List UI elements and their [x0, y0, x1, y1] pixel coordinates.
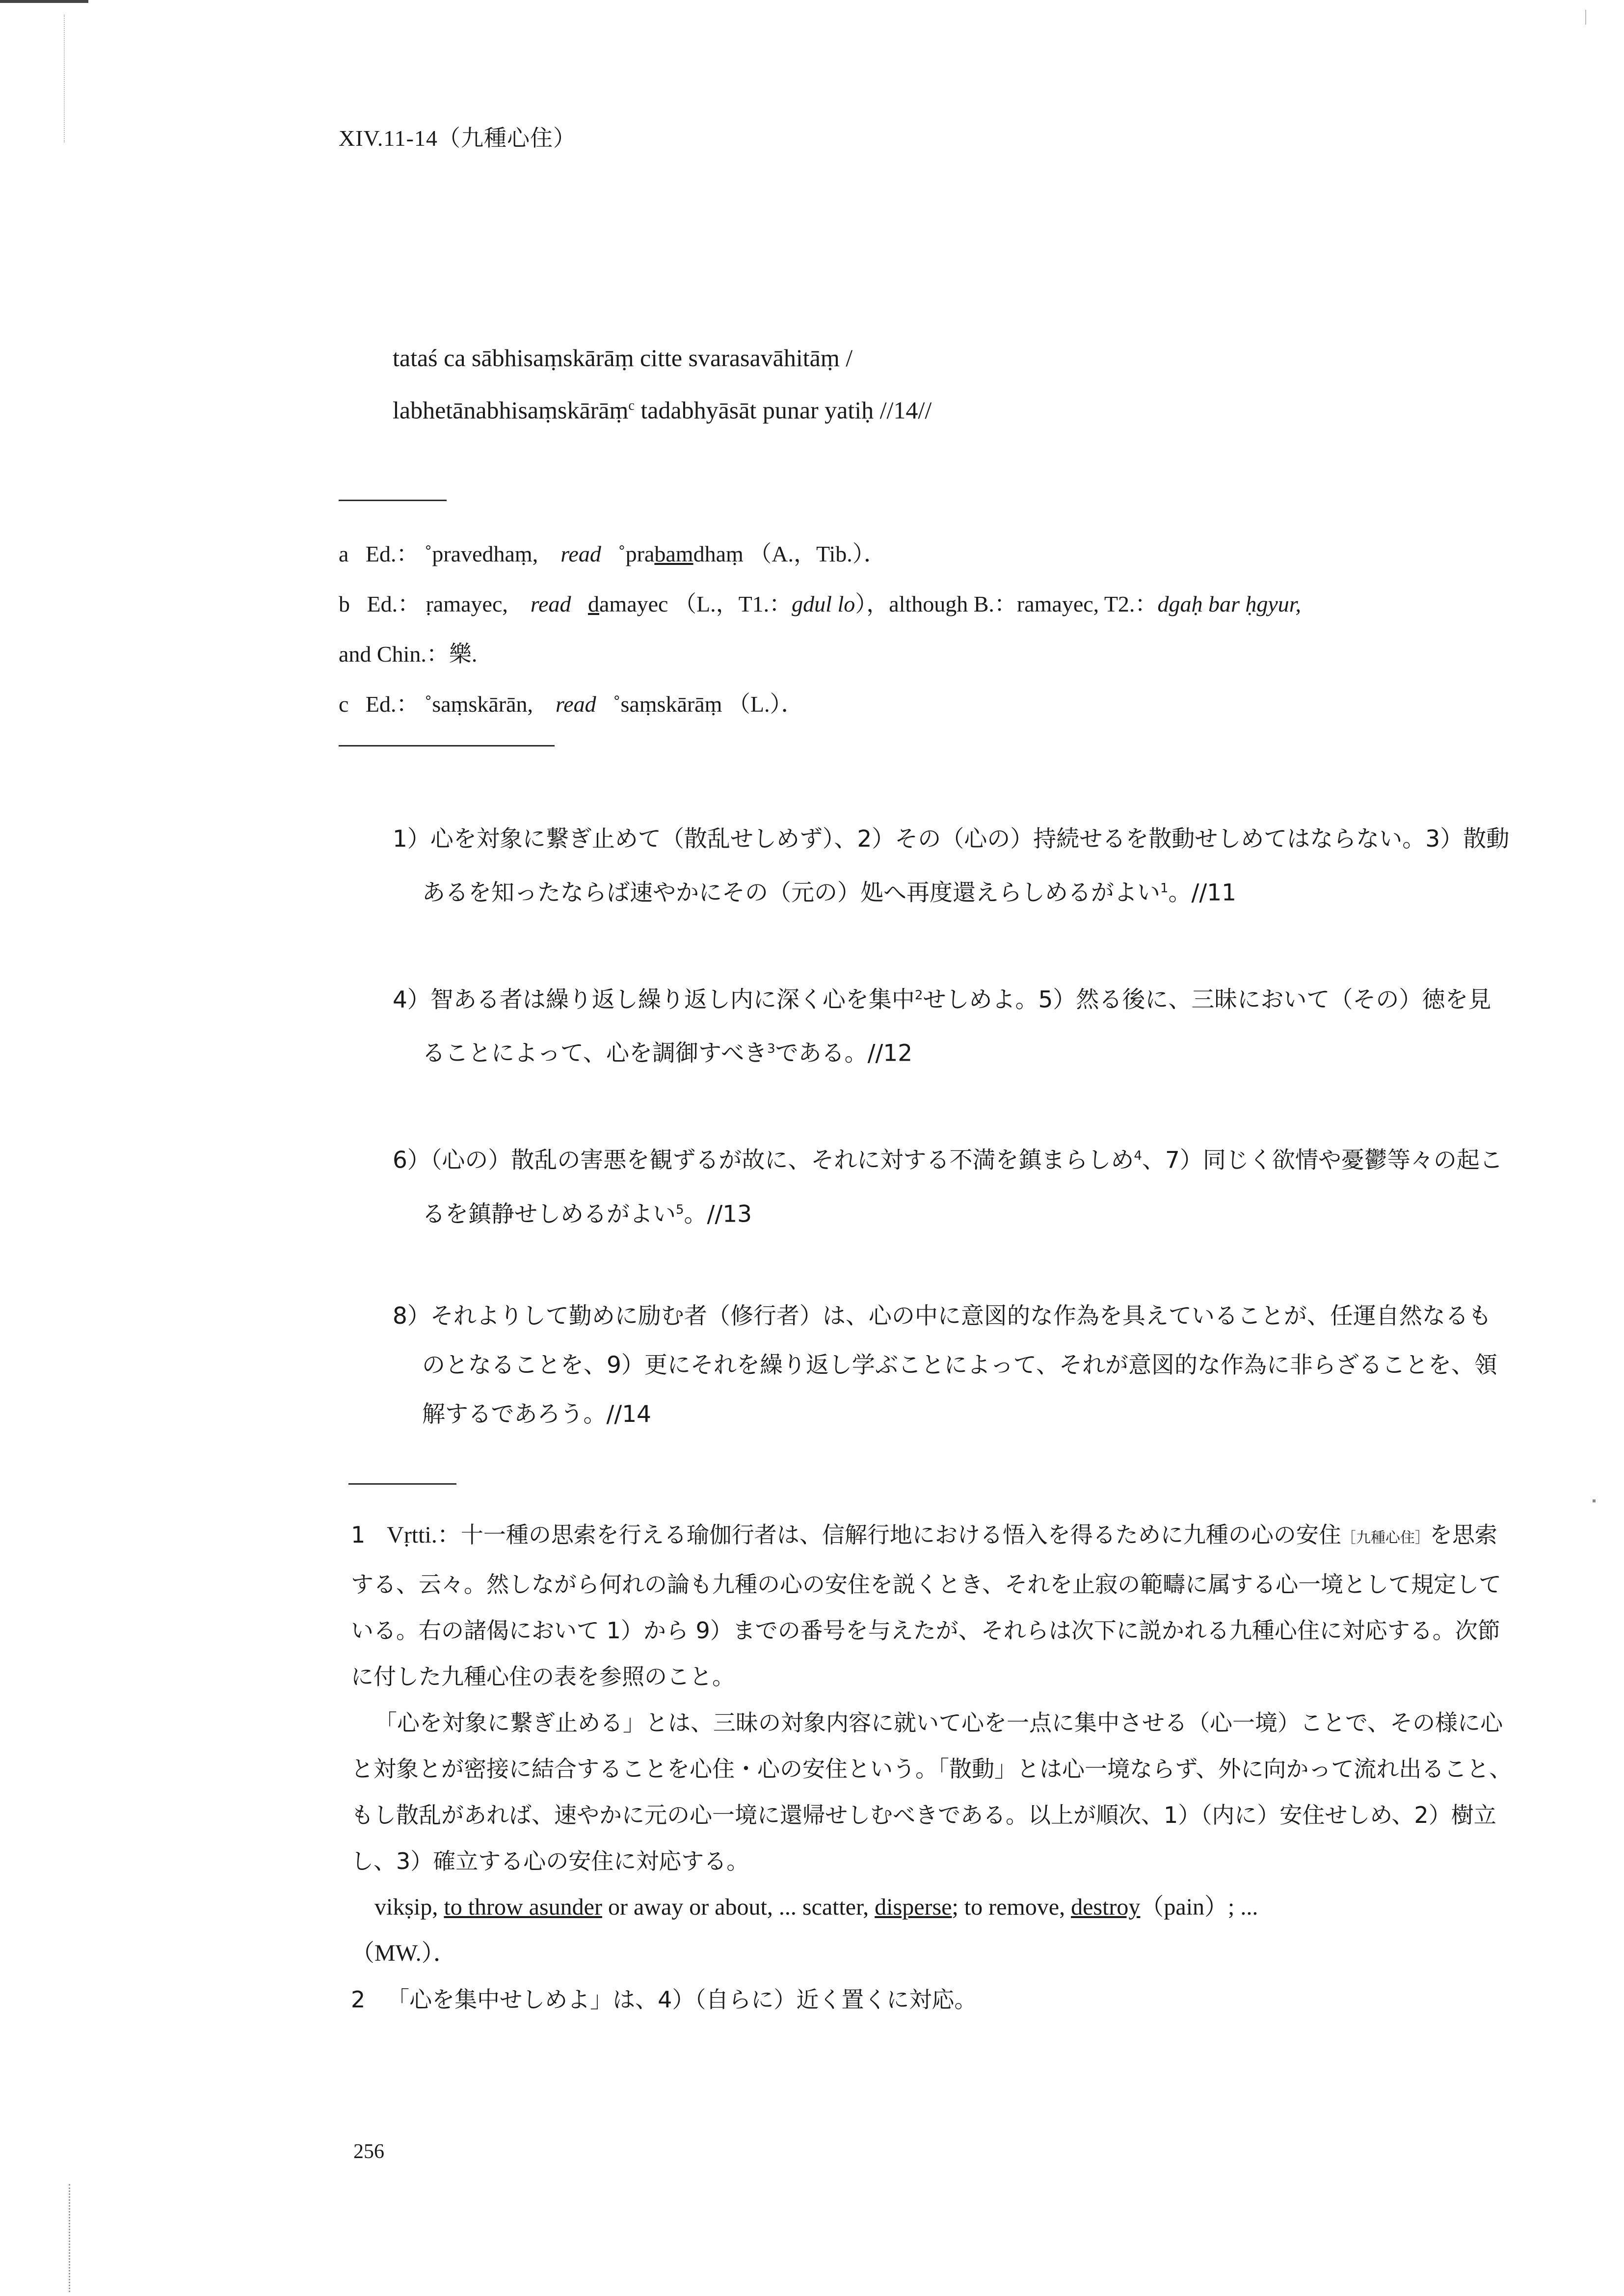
apparatus-reading: ˚saṃskārāṃ	[613, 692, 722, 717]
footnote-1	[351, 1512, 1514, 1700]
footnote-number: 2	[351, 1986, 366, 2013]
footnote-2	[351, 1976, 1514, 2023]
apparatus-label: b	[339, 591, 350, 616]
apparatus-sources: ），although B.：ramayec, T2.：	[855, 591, 1158, 616]
apparatus-ed: Ed.：	[365, 541, 419, 566]
apparatus-sources: （L.，T1.：	[673, 591, 792, 616]
apparatus-ref-c: c	[628, 398, 635, 413]
apparatus-ed-reading: ṛamayec,	[426, 591, 508, 616]
verse-line-1: tataś ca sābhisaṃskārāṃ citte svarasavāhitāṃ /	[393, 344, 853, 372]
translation-verse-12	[393, 971, 1512, 1078]
verse-line-2	[393, 382, 932, 434]
footnote-ref: 2	[914, 988, 923, 1003]
translation-text: せしめよ。5）然る後に、三昧において（その）徳を見ることによって、心を調御すべき	[422, 986, 1491, 1067]
page-number: 256	[353, 2140, 384, 2163]
translation-text: 6）（心の）散乱の害悪を観ずるが故に、それに対する不満を鎮まらしめ	[393, 1147, 1134, 1174]
footnote-mw-source: （MW.）．	[351, 1940, 457, 1966]
verse-line-2-main: labhetānabhisaṃskārāṃ	[393, 396, 629, 424]
apparatus-ed-reading: ˚pravedhaṃ,	[425, 541, 538, 566]
translation-text: である。//12	[775, 1040, 913, 1067]
apparatus-reading: amayec	[599, 591, 668, 616]
running-header: XIV.11-14（九種心住）	[339, 126, 576, 151]
apparatus-note-a	[339, 529, 1512, 579]
apparatus-reading-emend: bam	[654, 541, 693, 566]
translation-text: 。//13	[684, 1201, 752, 1228]
apparatus-ed: Ed.：	[367, 591, 421, 616]
footnote-ref: 3	[767, 1041, 775, 1057]
footnote-mw-underlined: to throw asunder	[444, 1894, 602, 1920]
translation-text: 。//11	[1168, 879, 1237, 907]
scan-binding-marks	[64, 15, 70, 142]
apparatus-read: read	[560, 541, 601, 566]
apparatus-note-c	[339, 679, 1512, 729]
translation-text: 4）智ある者は繰り返し繰り返し内に深く心を集中	[393, 986, 915, 1014]
apparatus-reading: ˚pra	[618, 541, 655, 566]
footnote-ref: 4	[1134, 1148, 1142, 1163]
verse-line-2-rest: tadabhyāsāt punar yatiḥ //14//	[634, 396, 932, 424]
footnote-mw-text: （pain）; ...	[1140, 1894, 1258, 1920]
apparatus-reading: dhaṃ	[693, 541, 744, 566]
footnote-gloss: ［九種心住］	[1341, 1529, 1430, 1547]
japanese-translation	[393, 815, 1512, 1492]
footnote-source: Vṛtti.：	[387, 1522, 461, 1548]
footnote-mw-text: or away or about, ... scatter,	[602, 1894, 875, 1920]
apparatus-ed-reading: ˚saṃskārān,	[425, 692, 533, 717]
scan-edge-mark	[0, 0, 88, 32]
translation-verse-11	[393, 815, 1512, 918]
apparatus-divider-top	[339, 500, 447, 501]
apparatus-label: a	[339, 541, 349, 566]
apparatus-read: read	[556, 692, 596, 717]
translation-verse-13	[393, 1131, 1512, 1239]
scan-edge-tick	[1585, 10, 1590, 25]
footnote-text: を思索する、云々。然しながら何れの論も九種の心の安住を説くとき、それを止寂の範疇に属する心一境として規定している。右の諸偈において 1）から 9）までの番号を与えたが、それらは次下に説かれる九種心住に対応する。次節に付した九種心住の表を参照のこと。	[351, 1522, 1502, 1690]
footnote-ref: 1	[1160, 881, 1169, 896]
footnote-1-mw	[351, 1884, 1514, 1976]
footnote-1-para-2: 「心を対象に繋ぎ止める」とは、三昧の対象内容に就いて心を一点に集中させる（心一境）ことで、その様に心と対象とが密接に結合することを心住・心の安住という。「散動」とは心一境ならず、外に向かって流れ出ること、もし散乱があれば、速やかに元の心一境に還帰せしむべきである。以上が順次、1）（内に）安住せしめ、2）樹立し、3）確立する心の安住に対応する。	[351, 1709, 1512, 1874]
footnote-mw-text: vikṣip,	[374, 1894, 444, 1920]
footnote-ref: 5	[676, 1202, 684, 1217]
apparatus-sources: （L.）．	[727, 692, 804, 717]
footnotes	[351, 1512, 1514, 2023]
apparatus-note-b-cont: and Chin.：樂.	[339, 641, 478, 667]
apparatus-tibetan: dgaḥ bar ḥgyur,	[1157, 591, 1302, 616]
scan-binding-marks-bottom	[69, 2184, 80, 2292]
critical-apparatus	[339, 529, 1512, 729]
translation-text: 、7）同じく欲情や憂鬱等々の起こるを鎮静せしめるがよい	[422, 1147, 1503, 1228]
sanskrit-verse	[393, 334, 932, 434]
apparatus-read: read	[530, 591, 571, 616]
footnote-text: 「心を集中せしめよ」は、4）（自らに）近く置くに対応。	[387, 1986, 977, 2013]
translation-verse-14: 8）それよりして勤めに励む者（修行者）は、心の中に意図的な作為を具えていることが、任運自然なるものとなることを、9）更にそれを繰り返し学ぶことによって、それが意図的な作為に非らざることを、領解するであろう。//14	[393, 1303, 1497, 1428]
footnote-text: 十一種の思索を行える瑜伽行者は、信解行地における悟入を得るために九種の心の安住	[460, 1522, 1341, 1548]
footnote-mw-text: ; to remove,	[952, 1894, 1071, 1920]
margin-mark	[1593, 1499, 1596, 1502]
apparatus-note-b	[339, 579, 1512, 629]
footnote-number: 1	[351, 1522, 366, 1548]
apparatus-divider-bottom	[339, 745, 555, 747]
footnote-divider	[348, 1483, 456, 1485]
apparatus-ed: Ed.：	[365, 692, 419, 717]
footnote-mw-underlined: disperse	[875, 1894, 952, 1920]
footnote-mw-underlined: destroy	[1071, 1894, 1141, 1920]
translation-text: 1）心を対象に繋ぎ止めて（散乱せしめず）、2）その（心の）持続せるを散動せしめてはならない。3）散動あるを知ったならば速やかにその（元の）処へ再度還えらしめるがよい	[393, 826, 1510, 907]
apparatus-sources: （A.，Tib.）．	[749, 541, 886, 566]
apparatus-label: c	[339, 692, 349, 717]
apparatus-reading-emend: d	[588, 591, 600, 616]
apparatus-tibetan: gdul lo	[792, 591, 855, 616]
